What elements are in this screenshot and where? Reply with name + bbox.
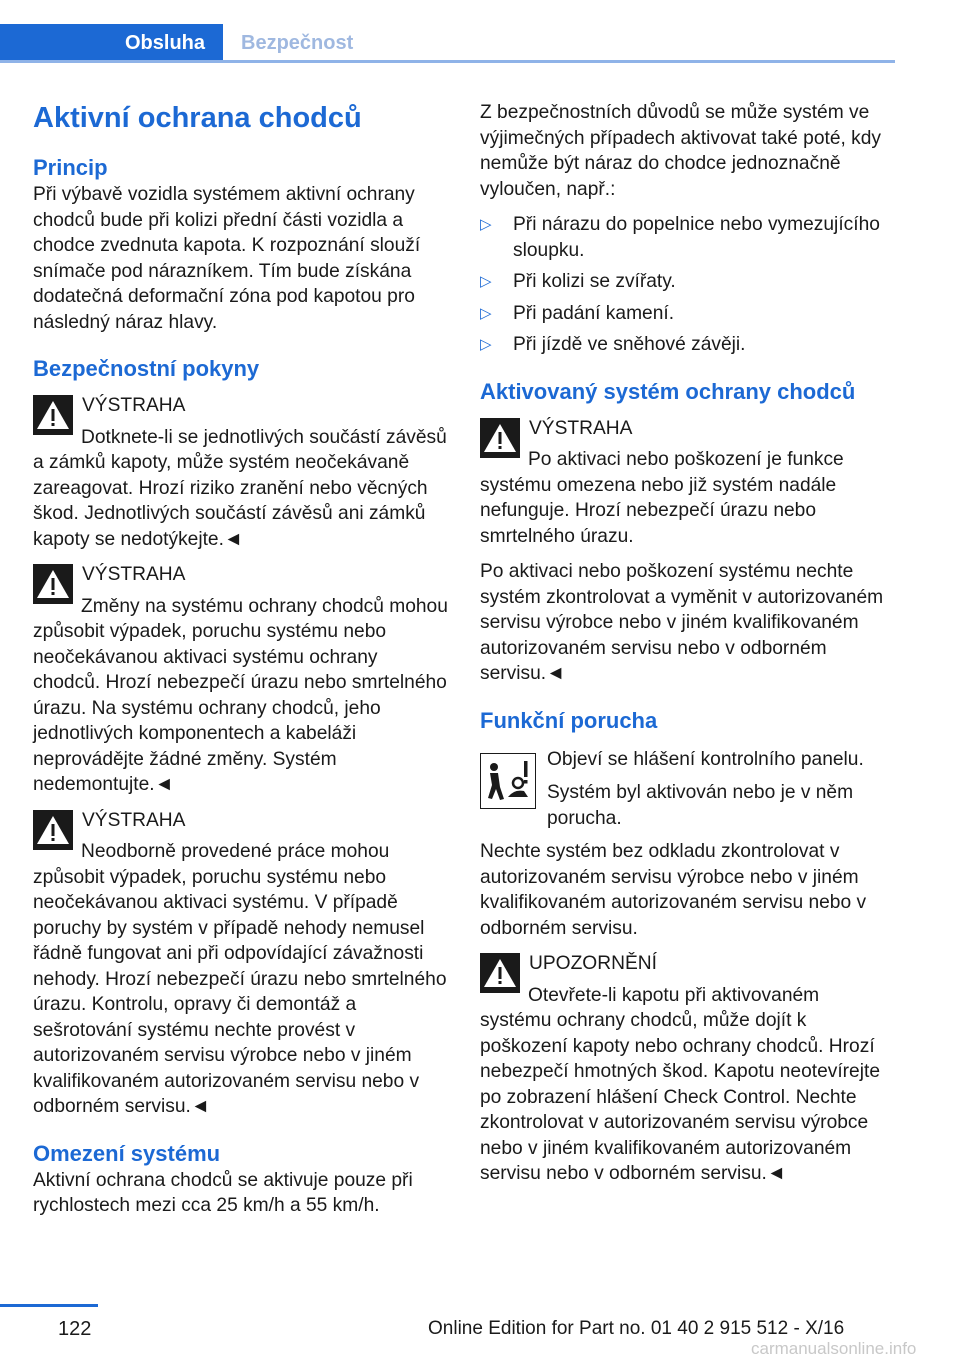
list-item-text: Při jízdě ve sněhové závěji. xyxy=(513,334,746,355)
header-tabs xyxy=(0,24,895,64)
notice-text: Otevřete-li kapotu při aktivovaném systému ochrany chodců, může dojít k poškození kapoty nebo ochrany chodců. Hrozí nebezpečí hmotných škod. Kapotu neotevírejte po zobrazení hlášení Check Control. Nechte zkontrolovat v autorizovaném servisu výrobce nebo v jiném kvalifikovaném autorizovaném servisu nebo v odborném servisu.◄ xyxy=(480,984,880,1184)
header-rule xyxy=(0,60,895,63)
notice-title: UPOZORNĚNÍ xyxy=(529,953,657,974)
warning-triangle-icon xyxy=(33,564,73,604)
tab-bezpecnost[interactable]: Bezpečnost xyxy=(241,31,354,54)
watermark: carmanualsonline.info xyxy=(751,1339,917,1358)
warning-3-text: Neodborně provedené práce mohou způsobit výpadek, poruchu systému nebo neočekávanou aktivaci systému. V případě poruchy by systém v případě nehody nemusel řádně fungovat ani při odpovídající závažnosti nehody. Hrozí nebezpečí úrazu nebo smrtelného úrazu. Kontrolu, opravy či demontáž a sešrotování systému nechte provést v autorizovaném servisu výrobce nebo v jiném kvalifikovaném autorizovaném servisu nebo v odborném servisu.◄ xyxy=(33,841,447,1117)
limits-heading: Omezení systému xyxy=(33,1140,221,1166)
tab-obsluha[interactable]: Obsluha xyxy=(0,24,223,62)
bullet-triangle-icon: ▷ xyxy=(480,336,492,353)
warning-3-title: VÝSTRAHA xyxy=(82,809,186,831)
pedestrian-protection-warning-icon xyxy=(480,753,536,809)
edition-note: Online Edition for Part no. 01 40 2 915 512 - X/16 xyxy=(428,1318,845,1339)
list-item xyxy=(480,212,895,263)
activated-heading: Aktivovaný systém ochrany chodců xyxy=(480,378,856,404)
intro-text: Z bezpečnostních důvodů se může systém ve výjimečných případech aktivovat také poté, kdy nemůže být náraz do chodce jednoznačně vyloučen, např.: xyxy=(480,102,882,200)
activated-warning xyxy=(480,416,895,550)
limits-text: Aktivní ochrana chodců se aktivuje pouze při rychlostech mezi cca 25 km/h a 55 km/h. xyxy=(33,1169,413,1216)
warning-3 xyxy=(33,808,448,1120)
fault-line-1: Objeví se hlášení kontrolního panelu. xyxy=(547,748,864,770)
warning-1 xyxy=(33,393,448,552)
warning-triangle-icon xyxy=(480,953,520,993)
activated-text: Po aktivaci nebo poškození systému nechte systém zkontrolovat a vyměnit v autorizovaném servisu výrobce nebo v jiném kvalifikovaném autorizovaném servisu nebo v odborném servisu.◄ xyxy=(480,561,884,684)
list-item xyxy=(480,332,895,358)
footer-rule xyxy=(0,1304,98,1307)
warning-triangle-icon xyxy=(33,395,73,435)
fault-text: Nechte systém bez odkladu zkontrolovat v autorizovaném servisu výrobce nebo v jiném kvalifikovaném autorizovaném servisu nebo v odborném servisu. xyxy=(480,841,867,939)
example-list xyxy=(480,212,895,358)
safety-heading: Bezpečnostní pokyny xyxy=(33,356,260,381)
fault-line-2: Systém byl aktivován nebo je v něm porucha. xyxy=(547,782,854,829)
warning-1-text: Dotknete-li se jednotlivých součástí závěsů a zámků kapoty, může systém neočekávaně zareagovat. Hrozí riziko zranění nebo věcných škod. Jednotlivých součástí závěsů ani zámků kapoty se nedotýkejte.◄ xyxy=(33,426,447,550)
fault-heading: Funkční porucha xyxy=(480,707,658,733)
activated-warning-text: Po aktivaci nebo poškození je funkce systému omezena nebo již systém nadále nefunguje. Hrozí nebezpečí úrazu nebo smrtelného úrazu. xyxy=(480,449,844,547)
warning-1-title: VÝSTRAHA xyxy=(82,395,186,416)
principle-heading: Princip xyxy=(33,155,108,180)
list-item xyxy=(480,301,895,327)
right-column xyxy=(480,100,895,1187)
page-title: Aktivní ochrana chodců xyxy=(33,102,362,134)
principle-text: Při výbavě vozidla systémem aktivní ochrany chodců bude při kolizi přední části vozidla a chodce zvednuta kapota. K rozpoznání slouží snímače pod nárazníkem. Tím bude získána dodatečná deformační zóna pod kapotou pro následný náraz hlavy. xyxy=(33,184,421,333)
page-number: 122 xyxy=(58,1318,92,1340)
activated-warning-title: VÝSTRAHA xyxy=(529,417,633,439)
bullet-triangle-icon: ▷ xyxy=(480,273,492,290)
warning-triangle-icon xyxy=(480,418,520,458)
list-item-text: Při padání kamení. xyxy=(513,302,675,324)
list-item-text: Při kolizi se zvířaty. xyxy=(513,271,676,292)
warning-2-text: Změny na systému ochrany chodců mohou způsobit výpadek, poruchu systému nebo neočekávanou aktivaci systému ochrany chodců. Hrozí nebezpečí úrazu nebo smrtelného úrazu. Na systému ochrany chodců, jeho jednotlivých komponentech a kabeláži neprovádějte žádné změny. Systém nedemontujte.◄ xyxy=(33,595,448,795)
list-item-text: Při nárazu do popelnice nebo vymezujícího sloupku. xyxy=(513,214,880,261)
notice-box xyxy=(480,951,895,1187)
warning-2 xyxy=(33,562,448,798)
bullet-triangle-icon: ▷ xyxy=(480,216,492,233)
bullet-triangle-icon: ▷ xyxy=(480,304,492,322)
left-column xyxy=(33,100,448,1219)
warning-2-title: VÝSTRAHA xyxy=(82,564,186,585)
fault-indicator xyxy=(480,747,895,832)
list-item xyxy=(480,269,895,295)
warning-triangle-icon xyxy=(33,810,73,850)
